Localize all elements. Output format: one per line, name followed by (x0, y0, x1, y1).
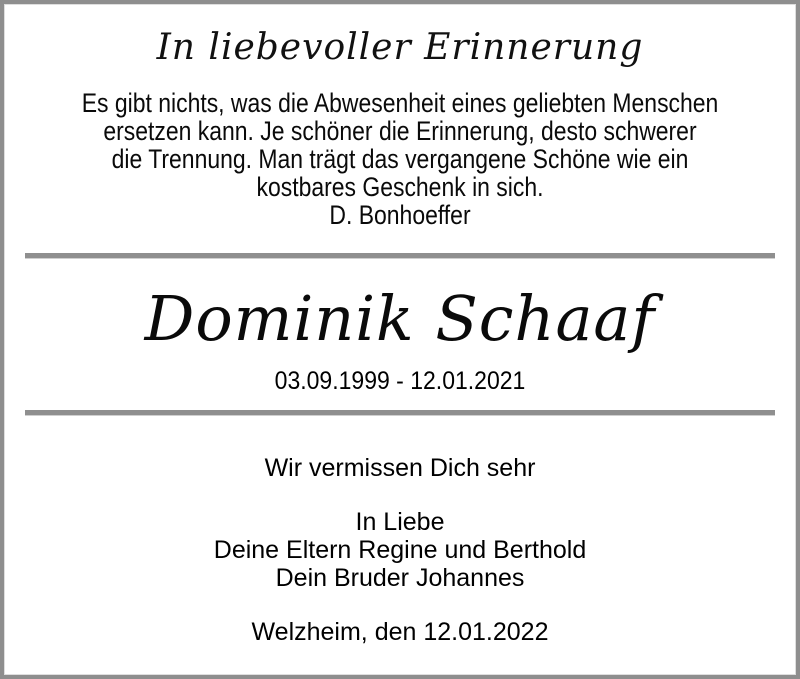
quote-line: ersetzen kann. Je schöner die Erinnerung, desto schwerer (103, 116, 697, 146)
family-line: Dein Bruder Johannes (275, 564, 525, 592)
family-line: In Liebe (355, 508, 445, 536)
divider-bottom (25, 410, 775, 416)
quote-attribution: D. Bonhoeffer (329, 200, 471, 230)
deceased-name: Dominik Schaaf (144, 282, 656, 355)
divider-top (25, 253, 775, 259)
quote-line: kostbares Geschenk in sich. (256, 172, 544, 202)
life-dates: 03.09.1999 - 12.01.2021 (274, 367, 526, 395)
family-line: Deine Eltern Regine und Berthold (213, 536, 587, 564)
family-block (4, 508, 796, 592)
memorial-quote (63, 89, 736, 229)
memorial-header-script: In liebevoller Erinnerung (156, 27, 644, 68)
place-date: Welzheim, den 12.01.2022 (251, 618, 549, 646)
missing-message: Wir vermissen Dich sehr (264, 454, 536, 482)
quote-line: die Trennung. Man trägt das vergangene Schöne wie ein (111, 144, 689, 174)
quote-line: Es gibt nichts, was die Abwesenheit eines geliebten Menschen (81, 88, 719, 118)
